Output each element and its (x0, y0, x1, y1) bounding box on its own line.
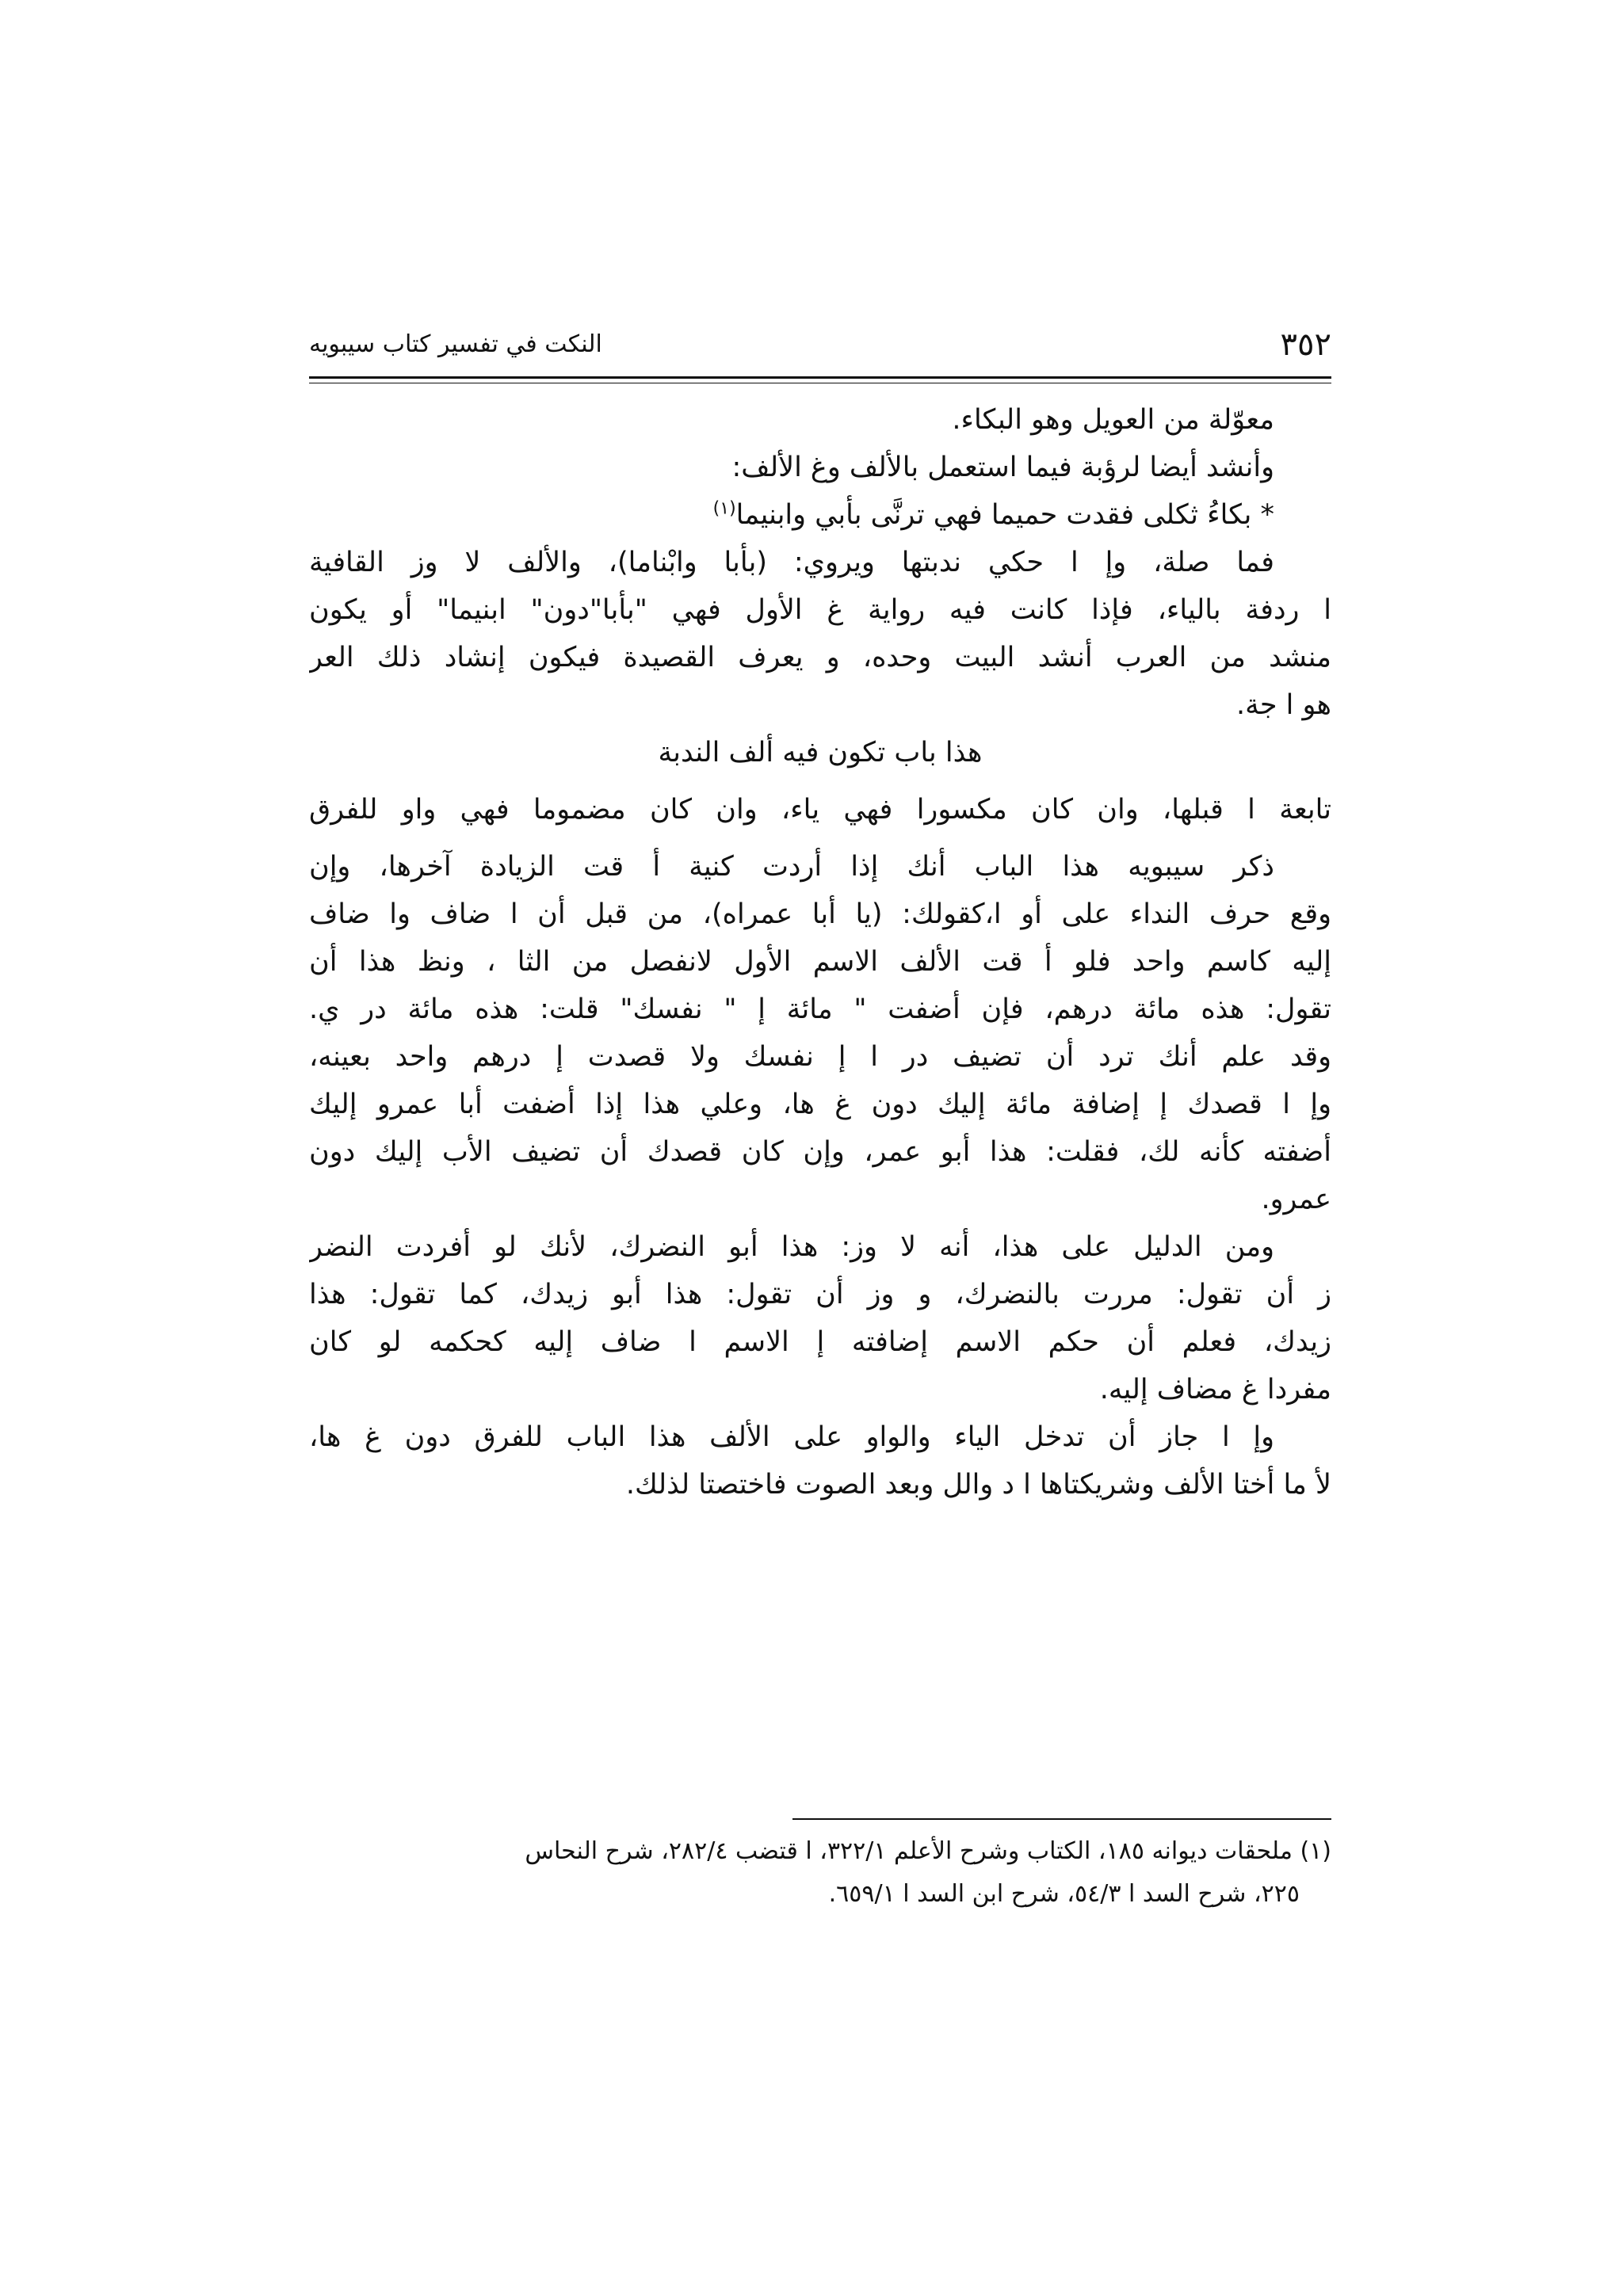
text-line: وإ ا جاز أن تدخل الياء والواو على الألف هذا الباب للفرق دون غ ها، (309, 1421, 1274, 1453)
verse-text: * بكاءُ ثكلى فقدت حميما فهي ترنَّى بأبي وابنيما (735, 499, 1274, 531)
text-line: وأنشد أيضا لرؤبة فيما استعمل بالألف وغ الألف: (731, 452, 1274, 483)
verse-line (309, 491, 1331, 539)
footnote-line: (١) ملحقات ديوانه ١٨٥، الكتاب وشرح الأعلم ٣٢٢/١، ا قتضب ٢٨٢/٤، شرح النحاس (525, 1837, 1331, 1865)
text-line: ا ردفة بالياء، فإذا كانت فيه رواية غ الأول فهي "بأبا"دون" ابنيما" أو يكون (309, 594, 1331, 626)
text-line: ومن الدليل على هذا، أنه لا وز: هذا أبو النضرك، لأنك لو أفردت النضر (309, 1231, 1274, 1263)
text-line: ذكر سيبويه هذا الباب أنك إذا أردت كنية أ قت الزيادة آخرها، وإن (309, 851, 1274, 883)
running-title: النكت في تفسير كتاب سيبويه (309, 330, 602, 358)
spacer (309, 833, 1331, 843)
text-line: عمرو. (1261, 1184, 1331, 1215)
text-line: مفردا غ مضاف إليه. (1099, 1374, 1331, 1405)
footnote-line: ٢٢٥، شرح السد ا ٥٤/٣، شرح ابن السد ا ٦٥٩/١. (828, 1880, 1300, 1908)
text-line: وقد علم أنك ترد أن تضيف در ا إ نفسك ولا قصدت إ درهم واحد بعينه، (309, 1041, 1331, 1073)
page-number: ٣٥٢ (1280, 326, 1331, 363)
text-line: زيدك، فعلم أن حكم الاسم إضافته إ الاسم ا ضاف إليه كحكمه لو كان (309, 1326, 1331, 1358)
section-heading: هذا باب تكون فيه ألف الندبة (658, 737, 983, 769)
footnote-rule (792, 1818, 1331, 1820)
text-line: فما صلة، وإ ا حكي ندبتها ويروي: (بأبا وابْناما)، والألف لا وز القافية (309, 547, 1274, 578)
text-line: هو ا جة. (1235, 689, 1331, 721)
page-header (309, 321, 1331, 368)
text-line: لأ ما أختا الألف وشريكتاها ا د والل وبعد الصوت فاختصتا لذلك. (625, 1469, 1331, 1501)
body-text (309, 396, 1331, 1508)
footnote-marker: (١) (712, 498, 736, 519)
spacer (309, 776, 1331, 786)
section-subheading: تابعة ا قبلها، وان كان مكسورا فهي ياء، وان كان مضموما فهي واو للفرق (309, 794, 1331, 826)
text-line: إليه كاسم واحد فلو أ قت الألف الاسم الأول لانفصل من الثا ، ونظ هذا أن (309, 946, 1331, 978)
header-rule (309, 376, 1331, 379)
text-line: تقول: هذه مائة درهم، فإن أضفت " مائة إ " نفسك" قلت: هذه مائة در ي. (309, 994, 1331, 1025)
text-line: وقع حرف النداء على أو ا،كقولك: (يا أبا عمراه)، من قبل أن ا ضاف وا ضاف (309, 898, 1331, 930)
text-line: وإ ا قصدك إ إضافة مائة إليك دون غ ها، وعلي هذا إذا أضفت أبا عمرو إليك (309, 1089, 1331, 1120)
text-line: منشد من العرب أنشد البيت وحده، و يعرف القصيدة فيكون إنشاد ذلك العر (309, 642, 1331, 673)
footnotes (309, 1830, 1331, 1916)
text-line: معوّلة من العويل وهو البكاء. (952, 404, 1274, 436)
text-line: أضفته كأنه لك، فقلت: هذا أبو عمر، وإن كان قصدك أن تضيف الأب إليك دون (309, 1136, 1331, 1168)
text-line: ز أن تقول: مررت بالنضرك، و وز أن تقول: هذا أبو زيدك، كما تقول: هذا (309, 1279, 1331, 1310)
